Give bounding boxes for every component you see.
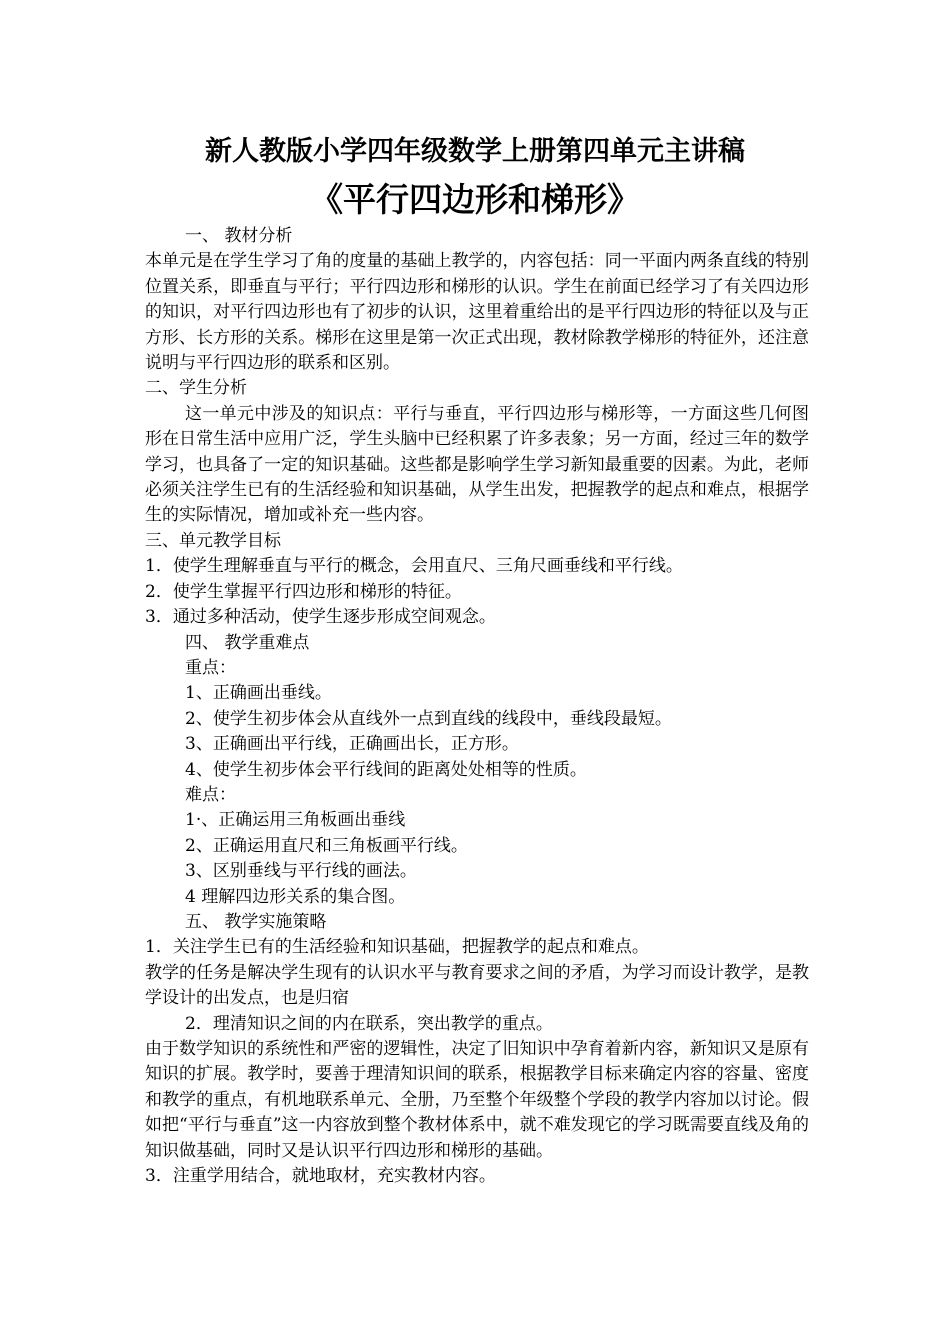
key-point-item: 2、使学生初步体会从直线外一点到直线的线段中，垂线段最短。 xyxy=(185,708,672,729)
section-paragraph-2: 这一单元中涉及的知识点：平行与垂直，平行四边形与梯形等，一方面这些几何图形在日常生活中应用广泛，学生头脑中已经积累了许多表象；另一方面，经过三年的数学学习，也具备了一定的知识基础。这些都是影响学生学习新知最重要的因素。为此，老师必须关注学生已有的生活经验和知识基础，从学生出发，把握教学的起点和难点，根据学生的实际情况，增加或补充一些内容。 xyxy=(145,403,809,526)
strategy-paragraph: 教学的任务是解决学生现有的认识水平与教育要求之间的矛盾，为学习而设计教学，是教学设计的出发点，也是归宿 xyxy=(145,962,809,1009)
section-heading-3: 三、单元教学目标 xyxy=(145,530,281,551)
difficult-point-item: 4 理解四边形关系的集合图。 xyxy=(185,886,406,907)
key-point-item: 1、正确画出垂线。 xyxy=(185,683,332,704)
strategy-paragraph: 由于数学知识的系统性和严密的逻辑性，决定了旧知识中孕育着新内容，新知识又是原有知识的扩展。教学时，要善于理清知识间的联系，根据教学目标来确定内容的容量、密度和教学的重点，有机地联系单元、全册，乃至整个年级整个学段的教学内容加以讨论。假如把“平行与垂直”这一内容放到整个教材体系中，就不难发现它的学习既需要直线及角的知识做基础，同时又是认识平行四边形和梯形的基础。 xyxy=(145,1039,809,1161)
strategy-item: 1．关注学生已有的生活经验和知识基础，把握教学的起点和难点。 xyxy=(145,937,649,958)
strategy-item: 2．理清知识之间的内在联系，突出教学的重点。 xyxy=(185,1013,553,1034)
objective-item: 1．使学生理解垂直与平行的概念，会用直尺、三角尺画垂线和平行线。 xyxy=(145,556,683,577)
key-point-item: 4、使学生初步体会平行线间的距离处处相等的性质。 xyxy=(185,759,587,780)
strategy-item: 3．注重学用结合，就地取材，充实教材内容。 xyxy=(145,1166,496,1187)
section-heading-2: 二、学生分析 xyxy=(145,378,247,399)
document-subtitle: 《平行四边形和梯形》 xyxy=(310,180,640,219)
section-heading-1: 一、 教材分析 xyxy=(185,226,293,246)
section-paragraph-1: 本单元是在学生学习了角的度量的基础上教学的，内容包括：同一平面内两条直线的特别位置关系，即垂直与平行；平行四边形和梯形的认识。学生在前面已经学习了有关四边形的知识，对平行四边形也有了初步的认识，这里着重给出的是平行四边形的特征以及与正方形、长方形的关系。梯形在这里是第一次正式出现，教材除教学梯形的特征外，还注意说明与平行四边形的联系和区别。 xyxy=(145,251,809,374)
document-body xyxy=(145,224,809,1189)
document-title: 新人教版小学四年级数学上册第四单元主讲稿 xyxy=(205,136,745,167)
difficult-point-item: 1·、正确运用三角板画出垂线 xyxy=(185,810,406,831)
objective-item: 2．使学生掌握平行四边形和梯形的特征。 xyxy=(145,581,462,602)
key-point-item: 3、正确画出平行线，正确画出长，正方形。 xyxy=(185,734,519,755)
difficult-points-label: 难点： xyxy=(185,784,236,805)
difficult-point-item: 3、区别垂线与平行线的画法。 xyxy=(185,861,417,882)
key-points-label: 重点： xyxy=(185,657,236,678)
difficult-point-item: 2、正确运用直尺和三角板画平行线。 xyxy=(185,835,468,856)
objective-item: 3．通过多种活动，使学生逐步形成空间观念。 xyxy=(145,607,496,628)
section-heading-4: 四、 教学重难点 xyxy=(185,632,310,653)
section-heading-5: 五、 教学实施策略 xyxy=(185,911,327,932)
